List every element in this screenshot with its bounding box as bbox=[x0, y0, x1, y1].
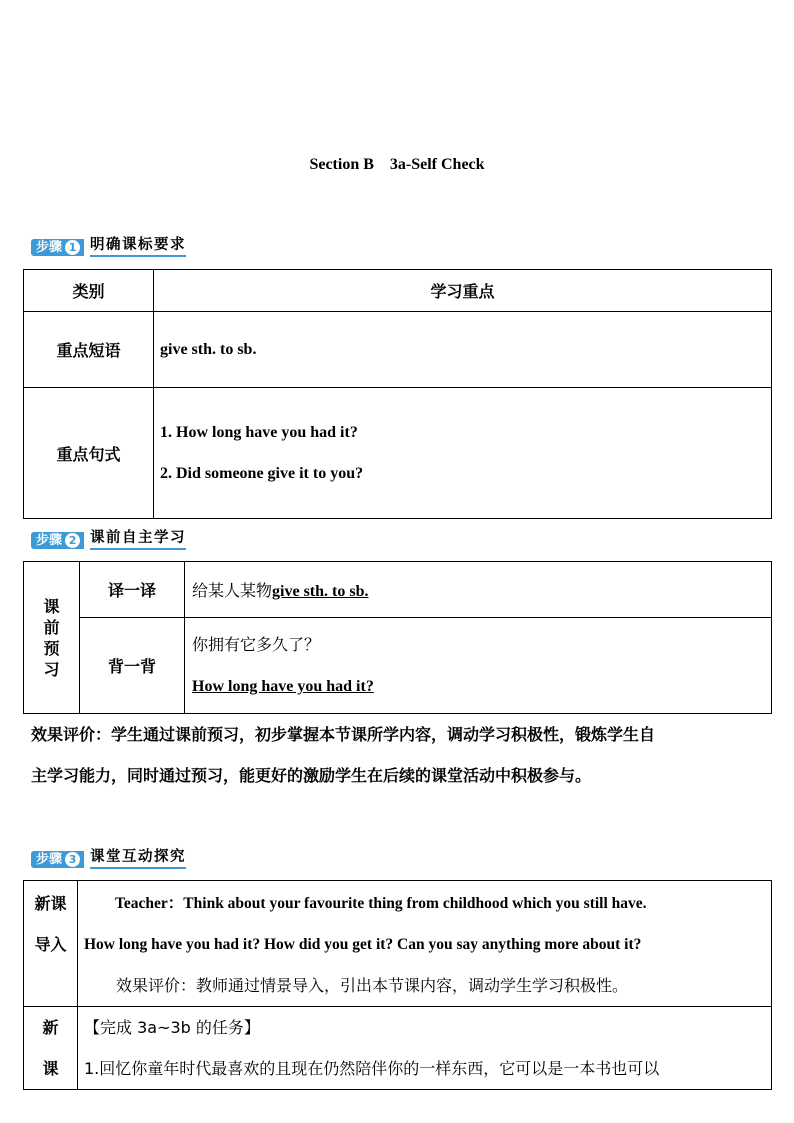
intro-evaluation: 效果评价：教师通过情景导入，引出本节课内容，调动学生学习积极性。 bbox=[116, 976, 629, 995]
step-number-icon: 2 bbox=[65, 533, 80, 548]
side-char: 习 bbox=[43, 659, 60, 679]
step-tag-label: 步骤 bbox=[36, 851, 63, 867]
translate-answer: give sth. to sb. bbox=[272, 583, 369, 600]
phrases-label: 重点短语 bbox=[24, 312, 154, 388]
step-3-tag bbox=[31, 851, 84, 868]
intro-line: How long have you had it? How did you get it? Can you say anything more about it? bbox=[84, 936, 642, 953]
step-3-title: 课堂互动探究 bbox=[90, 849, 186, 869]
step-3-header bbox=[31, 849, 186, 869]
recite-label: 背一背 bbox=[80, 618, 185, 714]
evaluation-line: 主学习能力，同时通过预习，能更好的激励学生在后续的课堂活动中积极参与。 bbox=[31, 766, 592, 785]
step-number-icon: 3 bbox=[65, 852, 80, 867]
header-focus: 学习重点 bbox=[154, 270, 772, 312]
sentence-item: 1. How long have you had it? bbox=[160, 424, 358, 441]
task-line: 1.回忆你童年时代最喜欢的且现在仍然陪伴你的一样东西，它可以是一本书也可以 bbox=[84, 1059, 660, 1078]
side-char: 前 bbox=[43, 617, 60, 637]
translate-content bbox=[185, 562, 772, 618]
step-2-title: 课前自主学习 bbox=[90, 530, 186, 550]
task-title: 【完成 3a~3b 的任务】 bbox=[84, 1018, 260, 1037]
phrases-content: give sth. to sb. bbox=[154, 312, 772, 388]
step-2-tag bbox=[31, 532, 84, 549]
preview-table bbox=[23, 561, 772, 714]
translate-prompt: 给某人某物 bbox=[192, 581, 273, 600]
step-number-icon: 1 bbox=[65, 240, 80, 255]
step-1-tag bbox=[31, 239, 84, 256]
new-lesson-label bbox=[24, 1007, 78, 1090]
classroom-table bbox=[23, 880, 772, 1090]
sentence-item: 2. Did someone give it to you? bbox=[160, 465, 364, 482]
sentences-label: 重点句式 bbox=[24, 388, 154, 519]
recite-content bbox=[185, 618, 772, 714]
recite-prompt: 你拥有它多久了？ bbox=[192, 634, 321, 654]
intro-line: Teacher：Think about your favourite thing from childhood which you still have. bbox=[115, 895, 647, 912]
intro-label-line: 导入 bbox=[34, 935, 67, 954]
header-category: 类别 bbox=[24, 270, 154, 312]
preview-side-label bbox=[24, 562, 80, 714]
new-lesson-content bbox=[78, 1007, 772, 1090]
step-tag-label: 步骤 bbox=[36, 239, 63, 255]
translate-label: 译一译 bbox=[80, 562, 185, 618]
sentences-content bbox=[154, 388, 772, 519]
intro-content bbox=[78, 881, 772, 1007]
intro-label bbox=[24, 881, 78, 1007]
step-tag-label: 步骤 bbox=[36, 532, 63, 548]
evaluation-line: 效果评价：学生通过课前预习，初步掌握本节课所学内容，调动学习积极性，锻炼学生自 bbox=[31, 725, 656, 744]
side-char: 课 bbox=[43, 596, 60, 616]
intro-label-line: 新课 bbox=[34, 894, 67, 913]
new-lesson-label-line: 课 bbox=[42, 1059, 59, 1078]
page-title: Section B 3a-Self Check bbox=[309, 156, 485, 173]
step-2-header bbox=[31, 530, 186, 550]
evaluation-paragraph bbox=[31, 714, 771, 796]
side-char: 预 bbox=[43, 638, 60, 658]
step-1-header bbox=[31, 237, 186, 257]
recite-answer: How long have you had it? bbox=[192, 677, 374, 695]
new-lesson-label-line: 新 bbox=[42, 1018, 59, 1037]
learning-focus-table bbox=[23, 269, 772, 519]
step-1-title: 明确课标要求 bbox=[90, 237, 186, 257]
